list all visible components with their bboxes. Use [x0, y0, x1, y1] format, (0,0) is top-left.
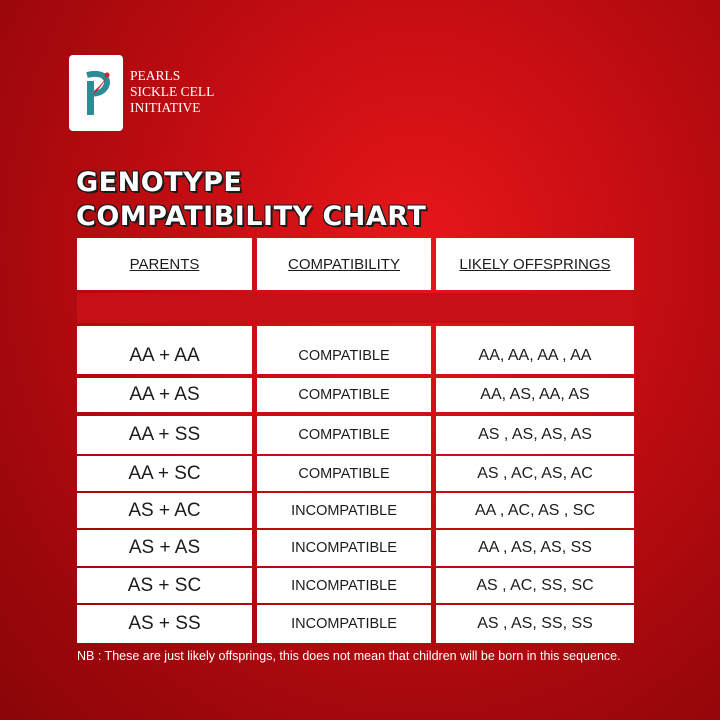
- row-5-offsprings: AA , AC, AS , SC: [436, 493, 634, 528]
- row-8-offsprings: AS , AS, SS, SS: [436, 605, 634, 643]
- pearls-logo: [69, 55, 123, 131]
- title-line-1: GENOTYPE: [76, 167, 243, 198]
- header-compatibility: COMPATIBILITY: [257, 238, 431, 290]
- row-1-compatibility: COMPATIBLE: [257, 326, 431, 374]
- row-6-compatibility: INCOMPATIBLE: [257, 530, 431, 566]
- row-7-offsprings: AS , AC, SS, SC: [436, 568, 634, 603]
- row-6-parents: AS + AS: [77, 530, 252, 566]
- header-parents: PARENTS: [77, 238, 252, 290]
- row-6-offsprings: AA , AS, AS, SS: [436, 530, 634, 566]
- row-3-parents: AA + SS: [77, 416, 252, 454]
- row-4-offsprings: AS , AC, AS, AC: [436, 456, 634, 491]
- row-5-compatibility: INCOMPATIBLE: [257, 493, 431, 528]
- row-8-parents: AS + SS: [77, 605, 252, 643]
- org-name-line-3: INITIATIVE: [130, 100, 201, 115]
- row-7-parents: AS + SC: [77, 568, 252, 603]
- row-2-parents: AA + AS: [77, 378, 252, 412]
- row-3-compatibility: COMPATIBLE: [257, 416, 431, 454]
- footnote: NB : These are just likely offsprings, this does not mean that children will be born in this sequence.: [77, 649, 621, 663]
- header-divider-band: [77, 293, 634, 323]
- row-5-parents: AS + AC: [77, 493, 252, 528]
- org-name-line-2: SICKLE CELL: [130, 84, 215, 99]
- row-4-parents: AA + SC: [77, 456, 252, 491]
- row-7-compatibility: INCOMPATIBLE: [257, 568, 431, 603]
- organization-name: [130, 68, 214, 116]
- chart-title: [76, 166, 426, 234]
- org-name-line-1: PEARLS: [130, 68, 181, 83]
- row-1-parents: AA + AA: [77, 326, 252, 374]
- row-1-offsprings: AA, AA, AA , AA: [436, 326, 634, 374]
- row-3-offsprings: AS , AS, AS, AS: [436, 416, 634, 454]
- title-line-2: COMPATIBILITY CHART: [76, 201, 427, 232]
- row-2-compatibility: COMPATIBLE: [257, 378, 431, 412]
- row-8-compatibility: INCOMPATIBLE: [257, 605, 431, 643]
- pearls-p-logo-icon: [69, 55, 123, 131]
- header-likely-offsprings: LIKELY OFFSPRINGS: [436, 238, 634, 290]
- row-2-offsprings: AA, AS, AA, AS: [436, 378, 634, 412]
- row-4-compatibility: COMPATIBLE: [257, 456, 431, 491]
